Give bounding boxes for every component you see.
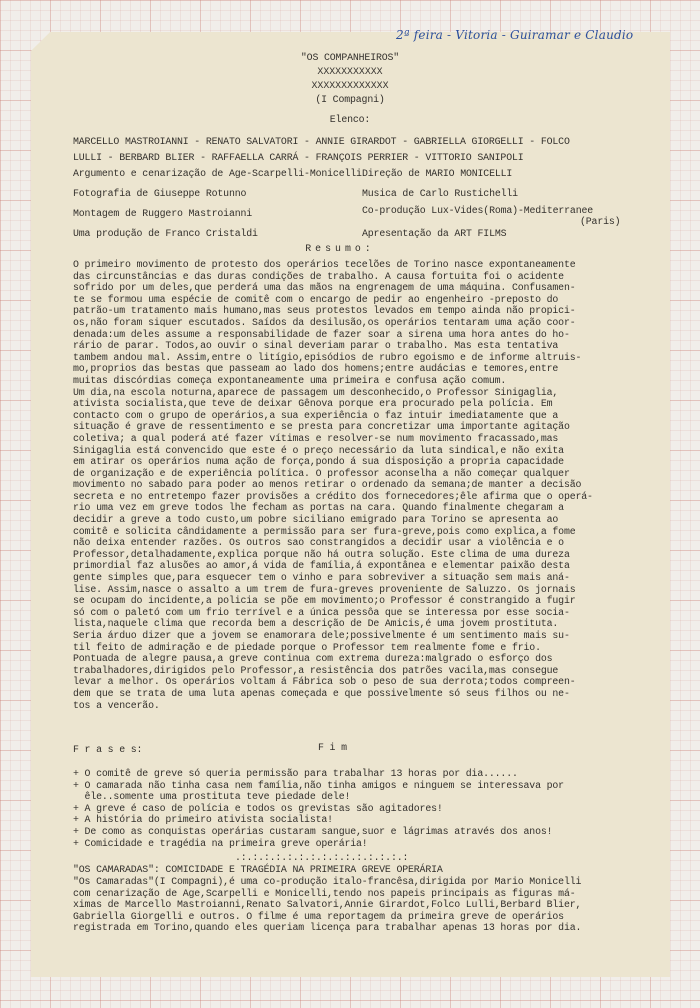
resumo-line: das circunstâncias e das duras condições de trabalho. A causa fortuita foi o acidente [73, 270, 564, 282]
handwritten-note: 2ª feira - Vitoria - Guiramar e Claudio [396, 28, 634, 42]
frase-item: + O comitê de greve só queria permissão para trabalhar 13 horas por dia...... [73, 768, 518, 779]
resumo-line: patrão-um tratamento mais humano,mas seus protestos levados em tempo ainda não propici- [73, 305, 576, 317]
resumo-line: de organização e de experiência política. O professor aconselha a não começar qualquer [73, 467, 570, 479]
struck-out-line-1: XXXXXXXXXXX [317, 66, 383, 77]
resumo-line: trabalhadores,dirigidos pelo Professor,a resistência dos patrões vacila,mas consegue [73, 664, 559, 676]
credit-fotografia: Fotografia de Giuseppe Rotunno [73, 188, 247, 199]
frase-item: + A história do primeiro ativista socialista! [73, 814, 333, 826]
resumo-line: decidir a greve a todo custo,um pobre siciliano emigrado para Torino se apresenta ao [73, 514, 559, 526]
resumo-line: dem que se trata de uma luta apenas começada e que possivelmente só seus filhos ou ne- [73, 687, 570, 699]
resumo-line: levar a melhor. Os operários voltam á Fábrica sob o peso de sua derrota;todos compreen- [73, 676, 576, 688]
resumo-line: Pontuada de alegre pausa,a greve continua com extrema dureza:malgrado o esforço dos [73, 653, 553, 665]
resumo-line: secreta e no entretempo fazer provisões a crédito dos fornecedores;êle afirma que o operá- [73, 490, 593, 502]
camaradas-line: registrada em Torino,quando eles queriam licença para trabalhar apenas 13 horas por dia. [73, 922, 582, 934]
resumo-line: til feito de admiração e de piedade porque o Professor tem realmente fome e frio. [73, 641, 541, 653]
document-title: "OS COMPANHEIROS" [300, 52, 400, 63]
camaradas-line: com cenarização de Age,Scarpelli e Monicelli,tendo nos papeis principais as figuras má- [73, 887, 576, 899]
separator: .:.:.:.:.:.:.:.:.:.:.:.:.:.:.: [235, 852, 409, 863]
resumo-line: Professor,detalhadamente,explica porque não há outra solução. Este clima de uma dureza [73, 548, 570, 560]
resumo-line: mo,proprios das bestas que passeam ao lado dos homens;entre audácias e temores,entre [73, 363, 559, 375]
camaradas-heading: "OS CAMARADAS": COMICIDADE E TRAGÉDIA NA PRIMEIRA GREVE OPERÁRIA [73, 864, 443, 875]
resumo-line: se ocupam do incidente,a policia se põe em movimento;o Professor é constrangido a fugir [73, 595, 576, 607]
resumo-line: só com o paletó com um frio terrível e a única pessôa que se interessa por esse socia- [73, 606, 570, 618]
resumo-line: lista,naquele clima que recorda bem a descrição de De Amicis,é uma jovem prostituta. [73, 618, 559, 630]
resumo-line: tos a vencerão. [73, 699, 160, 711]
camaradas-line: "Os Camaradas"(I Compagni),é uma co-produção italo-francêsa,dirigida por Mario Monicelli [73, 876, 582, 887]
credit-coproducao: Co-produção Lux-Vides(Roma)-Mediterranee [362, 205, 594, 216]
resumo-line: contacto com o grupo de operários,a sua experiência o faz intuir imediatamente que a [73, 409, 559, 421]
struck-out-line-2: XXXXXXXXXXXXX [311, 80, 389, 91]
credit-direcao: Direção de MARIO MONICELLI [362, 168, 513, 179]
resumo-line: os,não foram siquer escutados. Saídos da desilusão,os operários tentaram uma ação coor- [73, 316, 576, 328]
cast-line: LULLI - BERBARD BLIER - RAFFAELLA CARRÁ - FRANÇOIS PERRIER - VITTORIO SANIPOLI [73, 151, 524, 163]
frases-list [73, 768, 564, 849]
camaradas-text [73, 876, 581, 934]
frase-item: + Comicidade e tragédia na primeira greve operária! [73, 837, 368, 849]
resumo-line: não deixa entender razões. Os outros sao constrangidos a decidir usar a violência e o [73, 537, 564, 549]
resumo-line: comitê e solicita cândidamente a permissão para ser fura-greve,pois como explica,a fome [73, 525, 576, 537]
resumo-line: ativista socialista,que teve de deixar Gênova porque era procurado pela polícia. Em [73, 398, 553, 410]
resumo-line: situação é grave de ressentimento e se presta para concretizar uma importante agitação [73, 421, 570, 433]
resumo-line: Seria árduo dizer que a jovem se enamorara dele;possivelmente é um sentimento mais su- [73, 630, 570, 641]
original-title: (I Compagni) [315, 94, 385, 105]
cast-line: MARCELLO MASTROIANNI - RENATO SALVATORI - ANNIE GIRARDOT - GABRIELLA GIORGELLI - FOLCO [73, 136, 570, 147]
resumo-line: coletiva; a qual poderá até fazer vítimas e resolver-se num movimento fracassado,mas [73, 432, 559, 444]
camaradas-line: ximas de Marcello Mastroianni,Renato Salvatori,Annie Girardot,Folco Lulli,Berbard Blier, [73, 899, 582, 911]
credit-musica: Musica de Carlo Rustichelli [362, 188, 518, 199]
resumo-line: sofrido por um deles,que perderá uma das mãos na engrenagem de uma máquina. Confusamen- [73, 282, 576, 294]
resumo-line: gente simples que,para esquecer tem o vinho e para sobreviver a situação sem mais aná- [73, 572, 570, 584]
resumo-line: Sinigaglia está convencido que este é o preço necessário da luta sindical,e não exita [73, 444, 564, 456]
credit-coproducao-paris: (Paris) [580, 216, 621, 227]
credit-montagem: Montagem de Ruggero Mastroianni [73, 208, 253, 219]
frase-item: êle..somente uma prostituta teve piedade dele! [73, 791, 351, 803]
frase-item: + O camarada não tinha casa nem família,não tinha amigos e ninguem se interessava por [73, 779, 564, 791]
credit-argumento: Argumento e cenarização de Age-Scarpelli-Monicelli [73, 168, 362, 179]
resumo-text [73, 259, 653, 711]
camaradas-line: Gabriella Giorgelli e outros. O filme é uma reportagem da primeira greve de operários [73, 910, 564, 922]
resumo-line: te se formou uma espécie de comitê com o encargo de pedir ao engenheiro -preposto do [73, 293, 559, 305]
credit-producao: Uma produção de Franco Cristaldi [73, 228, 258, 239]
credit-apresentacao: Apresentação da ART FILMS [362, 228, 507, 239]
resumo-line: rário de parar. Todos,ao ouvir o sinal deveriam parar o trabalho. Mas esta tentativa [73, 340, 559, 352]
resumo-line: rio uma vez em greve todos lhe fecham as portas na cara. Quando finalmente chegaram a [73, 502, 564, 514]
resumo-line: lise. Assim,nasce o assalto a um trem de fura-greves proveniente de Saluzzo. Os jornais [73, 583, 576, 595]
resumo-line: primordial faz alusões ao amor,á vida de família,á expontânea e elementar paixão desta [73, 560, 570, 572]
frases-heading: F r a s e s: [73, 744, 143, 755]
resumo-heading: Resumo: [305, 243, 375, 254]
resumo-line: em atirar os operários numa ação de força,pondo á sua disposição a propria capacidade [73, 456, 564, 468]
frase-item: + A greve é caso de polícia e todos os grevistas são agitadores! [73, 802, 443, 814]
resumo-line: Um dia,na escola noturna,aparece de passagem um desconhecido,o Professor Sinigaglia, [73, 386, 559, 398]
resumo-line: movimento no sabado para poder ao menos retirar o ordenado da semana;de manter a decisão [73, 479, 582, 491]
resumo-line: O primeiro movimento de protesto dos operários tecelões de Torino nasce expontaneamente [73, 259, 576, 270]
elenco-heading: Elenco: [329, 114, 371, 125]
resumo-line: tambem andou mal. Assim,entre o litígio,episódios de rubro egoismo e de informe altruis- [73, 351, 582, 363]
frase-item: + De como as conquistas operárias custaram sangue,suor e lágrimas através dos anos! [73, 825, 553, 837]
fim-label: F i m [318, 742, 347, 753]
cast-list [73, 136, 648, 163]
resumo-line: muitas discórdias começa expontaneamente uma primeira e confusa ação comum. [73, 374, 507, 386]
resumo-line: denada:um deles assume a responsabilidade de fazer soar a sirena uma hora antes do ho- [73, 328, 570, 340]
